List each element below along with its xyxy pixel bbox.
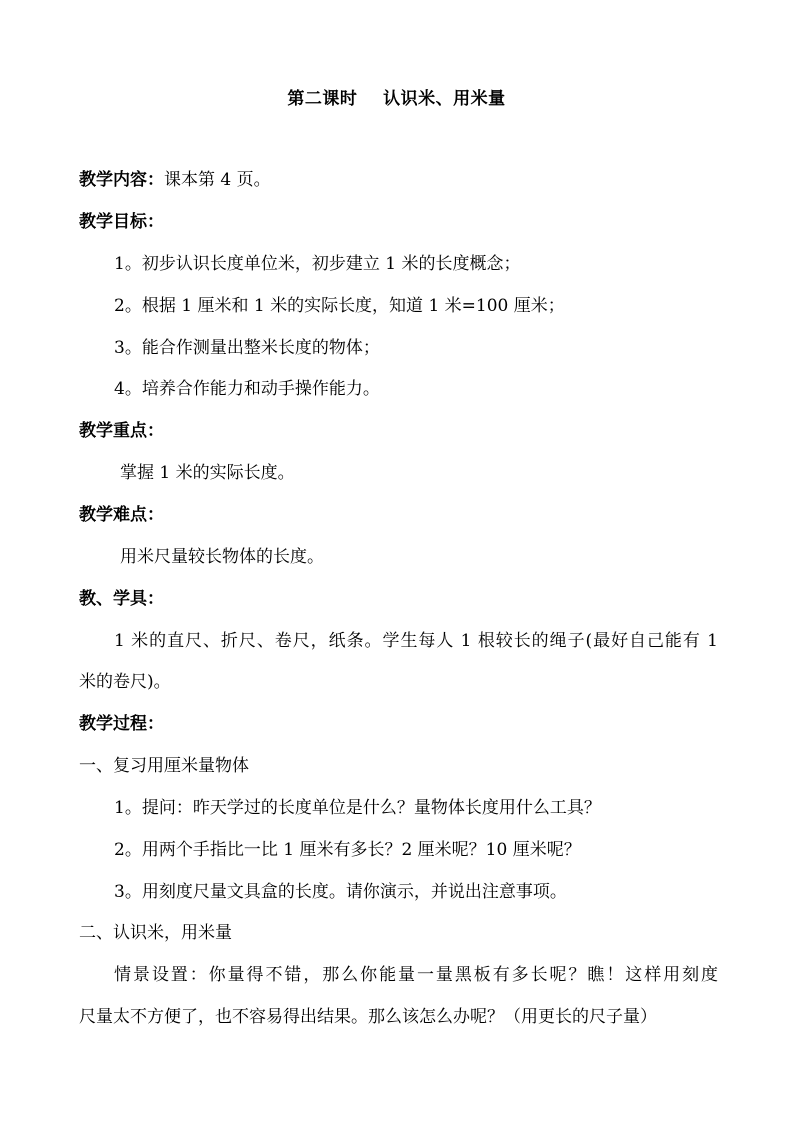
section1-heading: 一、复习用厘米量物体 xyxy=(79,756,249,776)
tools-text-line2: 米的卷尺)。 xyxy=(79,672,171,692)
goal-item: 2。根据 1 厘米和 1 米的实际长度，知道 1 米=100 厘米； xyxy=(114,296,565,316)
key-point-label: 教学重点： xyxy=(79,421,164,441)
goals-label: 教学目标： xyxy=(79,212,164,232)
goal-item: 1。初步认识长度单位米，初步建立 1 米的长度概念； xyxy=(114,254,521,274)
goal-item: 3。能合作测量出整米长度的物体； xyxy=(114,338,380,358)
section1-item: 3。用刻度尺量文具盒的长度。请你演示，并说出注意事项。 xyxy=(114,882,567,902)
content-text: 课本第 4 页。 xyxy=(164,170,271,190)
content-label: 教学内容： xyxy=(79,170,164,190)
process-label: 教学过程： xyxy=(79,714,164,734)
tools-text-line1: 1 米的直尺、折尺、卷尺，纸条。学生每人 1 根较长的绳子(最好自己能有 1 xyxy=(114,631,718,651)
difficulty-label: 教学难点： xyxy=(79,505,164,525)
section1-item: 1。提问：昨天学过的长度单位是什么？量物体长度用什么工具？ xyxy=(114,798,601,818)
key-point-text: 掌握 1 米的实际长度。 xyxy=(120,463,295,483)
section2-heading: 二、认识米，用米量 xyxy=(79,923,232,943)
section1-item: 2。用两个手指比一比 1 厘米有多长？2 厘米呢？10 厘米呢？ xyxy=(114,840,581,860)
section2-paragraph-line2: 尺量太不方便了，也不容易得出结果。那么该怎么办呢？（用更长的尺子量） xyxy=(79,1007,657,1027)
difficulty-text: 用米尺量较长物体的长度。 xyxy=(120,547,324,567)
page-title: 第二课时 认识米、用米量 xyxy=(287,89,506,109)
section2-paragraph-line1: 情景设置：你量得不错，那么你能量一量黑板有多长呢？瞧！这样用刻度 xyxy=(114,965,718,985)
tools-label: 教、学具： xyxy=(79,589,164,609)
content-line xyxy=(79,168,719,192)
goal-item: 4。培养合作能力和动手操作能力。 xyxy=(114,379,380,399)
